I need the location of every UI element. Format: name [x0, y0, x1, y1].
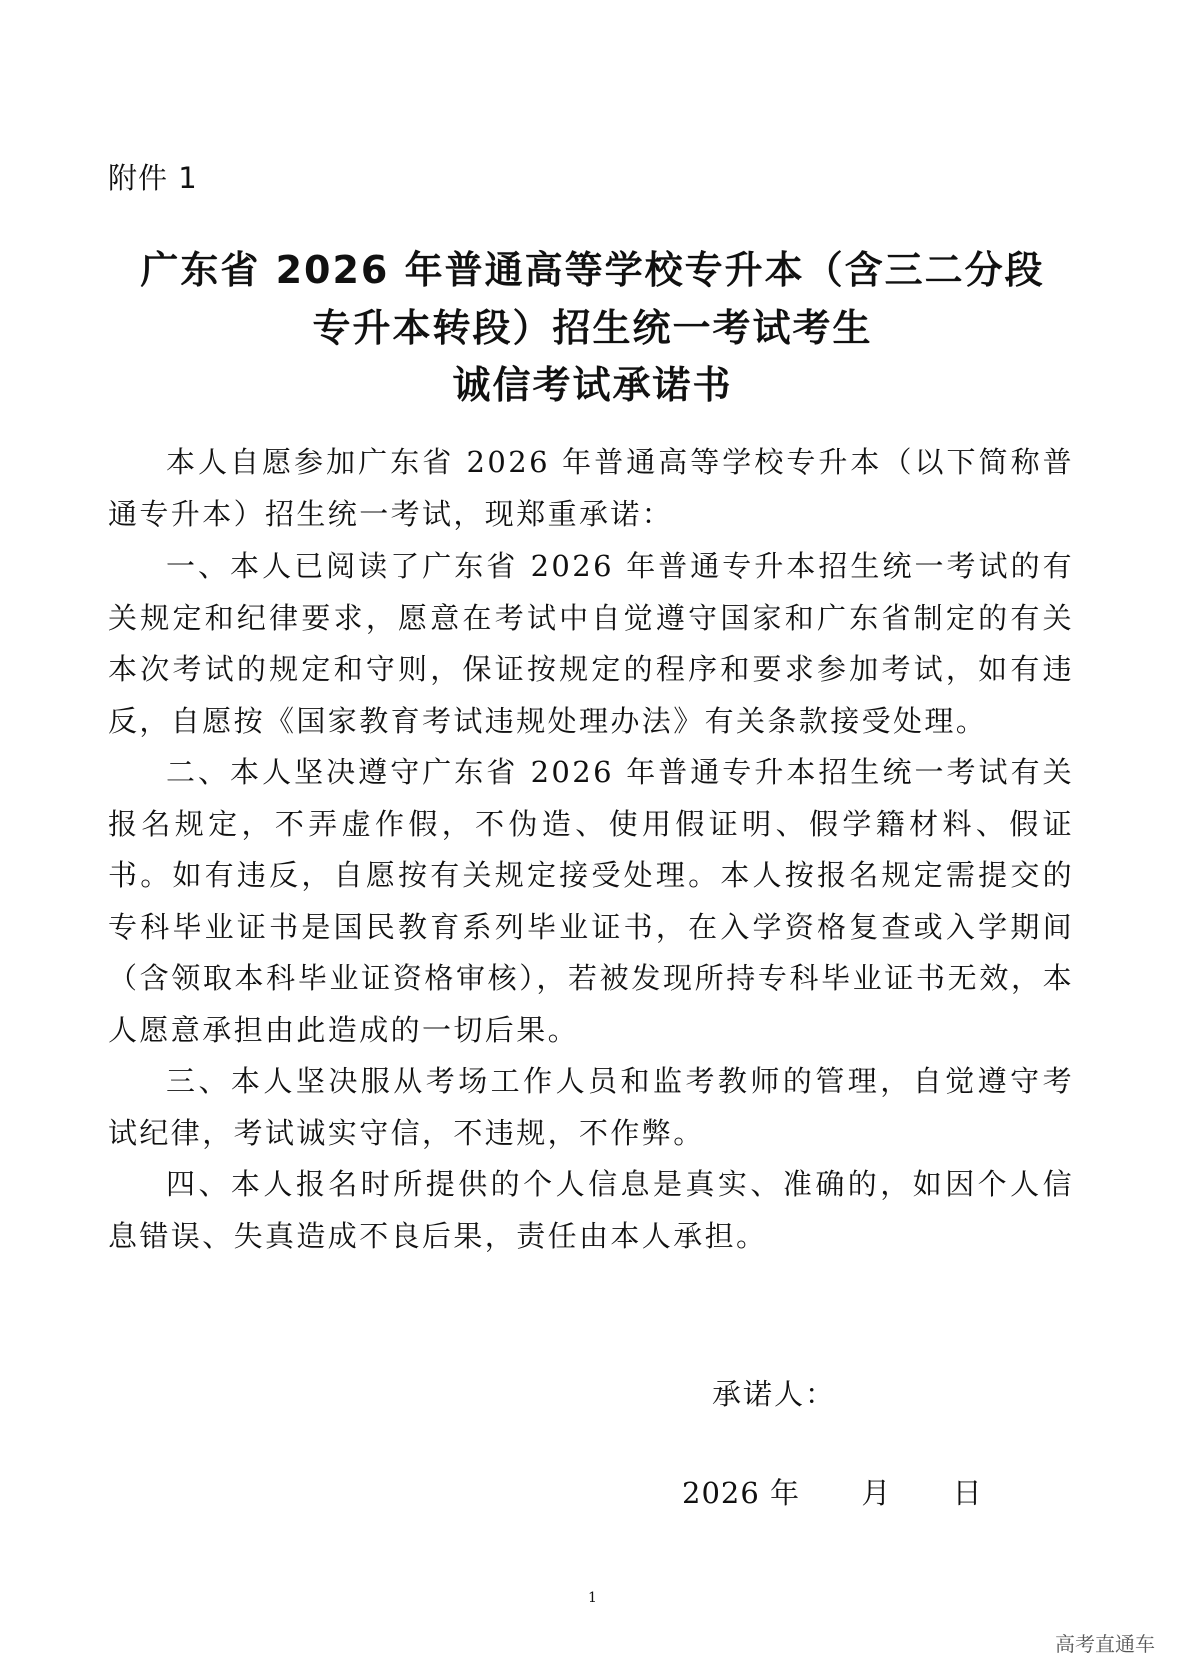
document-title-line-3: 诚信考试承诺书 — [452, 363, 733, 407]
date-line: 2026 年 月 日 — [682, 1476, 983, 1510]
page-number: 1 — [588, 1590, 597, 1606]
signer-label: 承诺人： — [712, 1377, 837, 1411]
attachment-label: 附件 1 — [108, 161, 198, 195]
pledge-item-3: 三、本人坚决服从考场工作人员和监考教师的管理，自觉遵守考试纪律，考试诚实守信，不违规，不作弊。 — [108, 1064, 1074, 1150]
pledge-item-2: 二、本人坚决遵守广东省 2026 年普通专升本招生统一考试有关报名规定，不弄虚作假，不伪造、使用假证明、假学籍材料、假证书。如有违反，自愿按有关规定接受处理。本人按报名规定需提交的专科毕业证书是国民教育系列毕业证书，在入学资格复查或入学期间（含领取本科毕业证资格审核），若被发现所持专科毕业证书无效，本人愿意承担由此造成的一切后果。 — [108, 755, 1074, 1047]
document-title-line-1: 广东省 2026 年普通高等学校专升本（含三二分段 — [140, 248, 1045, 292]
pledge-item-1: 一、本人已阅读了广东省 2026 年普通专升本招生统一考试的有关规定和纪律要求，愿意在考试中自觉遵守国家和广东省制定的有关本次考试的规定和守则，保证按规定的程序和要求参加考试，如有违反，自愿按《国家教育考试违规处理办法》有关条款接受处理。 — [108, 549, 1074, 738]
watermark-text: 高考直通车 — [1055, 1632, 1155, 1656]
pledge-item-4: 四、本人报名时所提供的个人信息是真实、准确的，如因个人信息错误、失真造成不良后果，责任由本人承担。 — [108, 1167, 1074, 1253]
intro-paragraph: 本人自愿参加广东省 2026 年普通高等学校专升本（以下简称普通专升本）招生统一考试，现郑重承诺： — [108, 445, 1074, 531]
document-title-line-2: 专升本转段）招生统一考试考生 — [312, 306, 873, 350]
